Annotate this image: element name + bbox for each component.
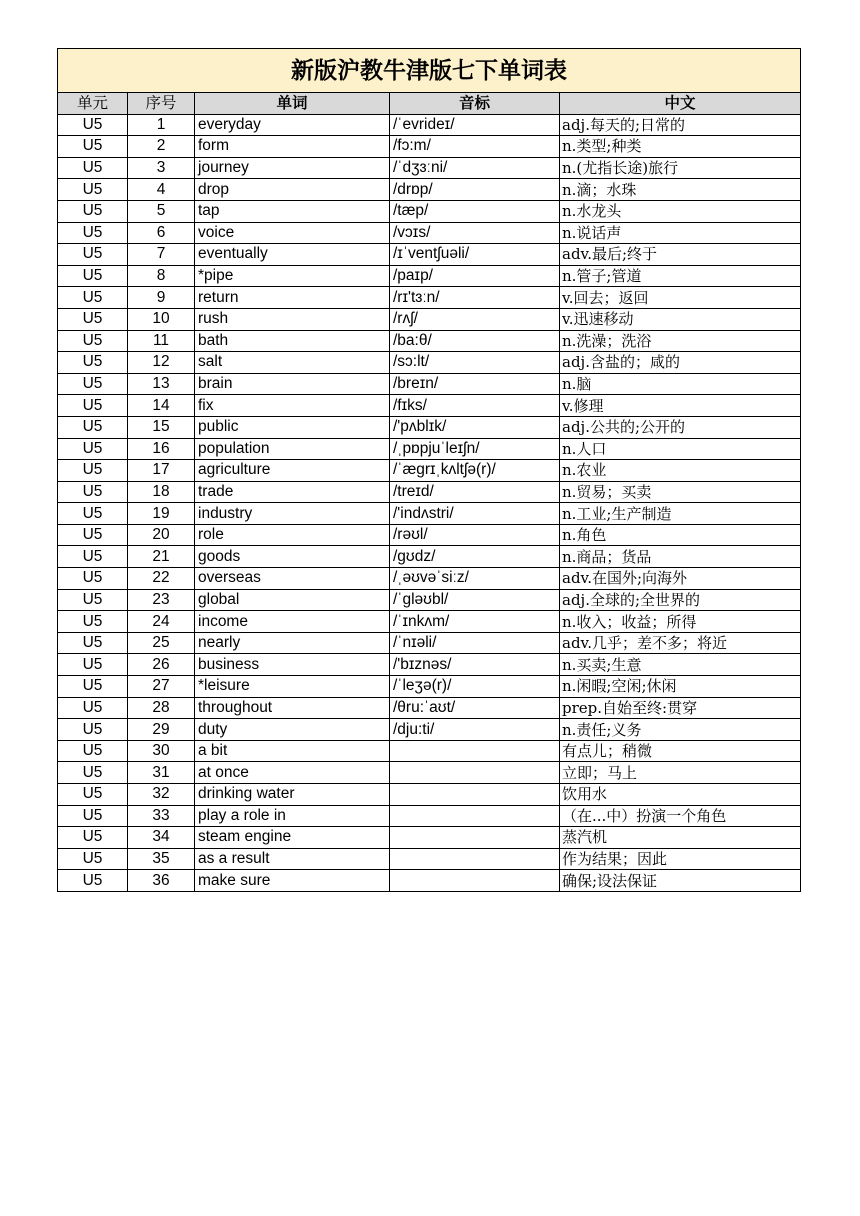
cell-unit: U5 [58, 784, 128, 806]
cell-chinese: n.工业;生产制造 [560, 503, 801, 525]
cell-phonetic: /drɒp/ [390, 179, 560, 201]
cell-unit: U5 [58, 740, 128, 762]
cell-unit: U5 [58, 676, 128, 698]
cell-word: business [195, 654, 390, 676]
cell-word: duty [195, 719, 390, 741]
cell-number: 33 [128, 805, 195, 827]
cell-phonetic: /'indʌstri/ [390, 503, 560, 525]
cell-chinese: n.贸易；买卖 [560, 481, 801, 503]
cell-word: everyday [195, 114, 390, 136]
cell-phonetic: /paɪp/ [390, 265, 560, 287]
cell-chinese: prep.自始至终:贯穿 [560, 697, 801, 719]
cell-phonetic: /ˌpɒpjuˈleɪʃn/ [390, 438, 560, 460]
cell-word: as a result [195, 848, 390, 870]
header-unit: 单元 [58, 93, 128, 115]
cell-number: 7 [128, 244, 195, 266]
cell-unit: U5 [58, 589, 128, 611]
cell-unit: U5 [58, 395, 128, 417]
cell-number: 6 [128, 222, 195, 244]
cell-chinese: n.闲暇;空闲;休闲 [560, 676, 801, 698]
table-row [58, 136, 801, 158]
table-row [58, 654, 801, 676]
cell-unit: U5 [58, 200, 128, 222]
cell-unit: U5 [58, 827, 128, 849]
header-word: 单词 [195, 93, 390, 115]
cell-number: 21 [128, 546, 195, 568]
cell-chinese: adj.每天的;日常的 [560, 114, 801, 136]
cell-phonetic: /fɪks/ [390, 395, 560, 417]
cell-number: 1 [128, 114, 195, 136]
cell-word: bath [195, 330, 390, 352]
cell-chinese: adj.公共的;公开的 [560, 416, 801, 438]
cell-word: role [195, 524, 390, 546]
table-row [58, 827, 801, 849]
cell-word: throughout [195, 697, 390, 719]
cell-unit: U5 [58, 762, 128, 784]
cell-chinese: adv.几乎；差不多；将近 [560, 632, 801, 654]
cell-word: trade [195, 481, 390, 503]
cell-phonetic: /ˈgləʊbl/ [390, 589, 560, 611]
table-row [58, 373, 801, 395]
cell-phonetic: /ɪˈventʃuəli/ [390, 244, 560, 266]
cell-number: 5 [128, 200, 195, 222]
cell-number: 16 [128, 438, 195, 460]
cell-unit: U5 [58, 546, 128, 568]
table-row [58, 784, 801, 806]
cell-unit: U5 [58, 632, 128, 654]
cell-unit: U5 [58, 157, 128, 179]
cell-chinese: 有点儿；稍微 [560, 740, 801, 762]
cell-number: 18 [128, 481, 195, 503]
table-row [58, 805, 801, 827]
cell-word: return [195, 287, 390, 309]
cell-number: 27 [128, 676, 195, 698]
cell-chinese: n.买卖;生意 [560, 654, 801, 676]
cell-word: agriculture [195, 460, 390, 482]
cell-number: 9 [128, 287, 195, 309]
header-number: 序号 [128, 93, 195, 115]
cell-unit: U5 [58, 805, 128, 827]
table-row [58, 460, 801, 482]
cell-phonetic: /fɔ:m/ [390, 136, 560, 158]
table-row [58, 200, 801, 222]
cell-word: salt [195, 352, 390, 374]
cell-number: 10 [128, 308, 195, 330]
table-row [58, 546, 801, 568]
cell-unit: U5 [58, 524, 128, 546]
cell-chinese: n.农业 [560, 460, 801, 482]
cell-phonetic: /sɔ:lt/ [390, 352, 560, 374]
cell-unit: U5 [58, 870, 128, 892]
table-row [58, 114, 801, 136]
cell-word: overseas [195, 568, 390, 590]
cell-chinese: 作为结果；因此 [560, 848, 801, 870]
cell-chinese: adj.全球的;全世界的 [560, 589, 801, 611]
cell-chinese: v.修理 [560, 395, 801, 417]
cell-number: 25 [128, 632, 195, 654]
cell-unit: U5 [58, 503, 128, 525]
cell-number: 31 [128, 762, 195, 784]
cell-chinese: （在...中）扮演一个角色 [560, 805, 801, 827]
cell-phonetic: /ˈnɪəli/ [390, 632, 560, 654]
table-row [58, 848, 801, 870]
cell-unit: U5 [58, 244, 128, 266]
table-row [58, 438, 801, 460]
cell-chinese: n.脑 [560, 373, 801, 395]
cell-number: 22 [128, 568, 195, 590]
header-row [58, 93, 801, 115]
cell-word: drinking water [195, 784, 390, 806]
cell-unit: U5 [58, 352, 128, 374]
cell-number: 34 [128, 827, 195, 849]
cell-phonetic: /'bɪznəs/ [390, 654, 560, 676]
cell-chinese: n.角色 [560, 524, 801, 546]
cell-unit: U5 [58, 330, 128, 352]
cell-chinese: 饮用水 [560, 784, 801, 806]
cell-phonetic: /ˈevrideɪ/ [390, 114, 560, 136]
table-row [58, 611, 801, 633]
cell-word: tap [195, 200, 390, 222]
cell-chinese: adv.在国外;向海外 [560, 568, 801, 590]
table-row [58, 762, 801, 784]
cell-unit: U5 [58, 373, 128, 395]
cell-number: 2 [128, 136, 195, 158]
cell-phonetic: /θru:ˈaʊt/ [390, 697, 560, 719]
cell-word: eventually [195, 244, 390, 266]
cell-number: 24 [128, 611, 195, 633]
cell-number: 35 [128, 848, 195, 870]
cell-chinese: n.水龙头 [560, 200, 801, 222]
cell-number: 28 [128, 697, 195, 719]
cell-unit: U5 [58, 114, 128, 136]
cell-unit: U5 [58, 568, 128, 590]
cell-word: goods [195, 546, 390, 568]
table-row [58, 157, 801, 179]
cell-chinese: 蒸汽机 [560, 827, 801, 849]
cell-phonetic: /ˈɪnkʌm/ [390, 611, 560, 633]
cell-word: global [195, 589, 390, 611]
cell-chinese: adv.最后;终于 [560, 244, 801, 266]
cell-word: income [195, 611, 390, 633]
table-row [58, 568, 801, 590]
cell-word: a bit [195, 740, 390, 762]
table-row [58, 632, 801, 654]
cell-phonetic [390, 827, 560, 849]
cell-number: 19 [128, 503, 195, 525]
cell-unit: U5 [58, 848, 128, 870]
cell-number: 4 [128, 179, 195, 201]
table-row [58, 719, 801, 741]
table-row [58, 697, 801, 719]
cell-chinese: n.滴；水珠 [560, 179, 801, 201]
cell-chinese: n.(尤指长途)旅行 [560, 157, 801, 179]
cell-chinese: n.管子;管道 [560, 265, 801, 287]
cell-word: brain [195, 373, 390, 395]
cell-number: 30 [128, 740, 195, 762]
cell-chinese: n.责任;义务 [560, 719, 801, 741]
table-row [58, 308, 801, 330]
cell-unit: U5 [58, 460, 128, 482]
cell-number: 12 [128, 352, 195, 374]
cell-phonetic: /rɪ'tɜːn/ [390, 287, 560, 309]
cell-phonetic: /rəʊl/ [390, 524, 560, 546]
cell-word: form [195, 136, 390, 158]
table-row [58, 395, 801, 417]
cell-number: 23 [128, 589, 195, 611]
cell-word: drop [195, 179, 390, 201]
cell-number: 14 [128, 395, 195, 417]
table-row [58, 481, 801, 503]
header-phonetic: 音标 [390, 93, 560, 115]
table-row [58, 244, 801, 266]
cell-number: 13 [128, 373, 195, 395]
cell-number: 36 [128, 870, 195, 892]
cell-chinese: n.洗澡；洗浴 [560, 330, 801, 352]
cell-word: at once [195, 762, 390, 784]
cell-word: make sure [195, 870, 390, 892]
cell-number: 11 [128, 330, 195, 352]
table-row [58, 589, 801, 611]
cell-chinese: 确保;设法保证 [560, 870, 801, 892]
cell-number: 26 [128, 654, 195, 676]
cell-unit: U5 [58, 179, 128, 201]
cell-unit: U5 [58, 719, 128, 741]
cell-chinese: n.收入；收益；所得 [560, 611, 801, 633]
table-row [58, 676, 801, 698]
cell-number: 15 [128, 416, 195, 438]
table-row [58, 524, 801, 546]
cell-phonetic: /ba:θ/ [390, 330, 560, 352]
cell-word: nearly [195, 632, 390, 654]
cell-phonetic [390, 870, 560, 892]
cell-phonetic [390, 805, 560, 827]
cell-phonetic: /ˌəʊvəˈsiːz/ [390, 568, 560, 590]
cell-phonetic: /treɪd/ [390, 481, 560, 503]
cell-chinese: adj.含盐的；咸的 [560, 352, 801, 374]
cell-word: steam engine [195, 827, 390, 849]
cell-word: industry [195, 503, 390, 525]
vocabulary-table [57, 48, 801, 892]
cell-chinese: v.迅速移动 [560, 308, 801, 330]
cell-word: rush [195, 308, 390, 330]
sheet-title: 新版沪教牛津版七下单词表 [58, 49, 801, 93]
table-row [58, 287, 801, 309]
cell-phonetic: /tæp/ [390, 200, 560, 222]
table-row [58, 870, 801, 892]
cell-word: fix [195, 395, 390, 417]
cell-phonetic: /ˈdʒɜːni/ [390, 157, 560, 179]
cell-unit: U5 [58, 222, 128, 244]
cell-number: 3 [128, 157, 195, 179]
cell-chinese: n.人口 [560, 438, 801, 460]
table-row [58, 352, 801, 374]
cell-unit: U5 [58, 416, 128, 438]
cell-unit: U5 [58, 438, 128, 460]
table-row [58, 330, 801, 352]
cell-phonetic: /dju:ti/ [390, 719, 560, 741]
cell-word: play a role in [195, 805, 390, 827]
cell-word: voice [195, 222, 390, 244]
cell-number: 29 [128, 719, 195, 741]
cell-unit: U5 [58, 136, 128, 158]
cell-number: 8 [128, 265, 195, 287]
cell-chinese: n.商品；货品 [560, 546, 801, 568]
cell-phonetic: /'pʌblɪk/ [390, 416, 560, 438]
cell-word: *pipe [195, 265, 390, 287]
cell-chinese: 立即；马上 [560, 762, 801, 784]
cell-unit: U5 [58, 611, 128, 633]
cell-phonetic [390, 848, 560, 870]
table-row [58, 179, 801, 201]
cell-number: 17 [128, 460, 195, 482]
cell-phonetic: /ˈleʒə(r)/ [390, 676, 560, 698]
cell-phonetic [390, 784, 560, 806]
cell-word: *leisure [195, 676, 390, 698]
cell-unit: U5 [58, 481, 128, 503]
cell-number: 20 [128, 524, 195, 546]
cell-phonetic [390, 740, 560, 762]
cell-chinese: v.回去；返回 [560, 287, 801, 309]
cell-phonetic: /vɔɪs/ [390, 222, 560, 244]
cell-phonetic: /rʌʃ/ [390, 308, 560, 330]
vocabulary-sheet [57, 48, 800, 892]
cell-unit: U5 [58, 308, 128, 330]
cell-number: 32 [128, 784, 195, 806]
cell-chinese: n.说话声 [560, 222, 801, 244]
cell-unit: U5 [58, 654, 128, 676]
cell-phonetic [390, 762, 560, 784]
cell-phonetic: /ˈægrɪˌkʌltʃə(r)/ [390, 460, 560, 482]
table-row [58, 503, 801, 525]
table-row [58, 416, 801, 438]
cell-word: journey [195, 157, 390, 179]
header-chinese: 中文 [560, 93, 801, 115]
cell-word: population [195, 438, 390, 460]
cell-unit: U5 [58, 265, 128, 287]
cell-chinese: n.类型;种类 [560, 136, 801, 158]
cell-unit: U5 [58, 287, 128, 309]
table-row [58, 222, 801, 244]
cell-phonetic: /breɪn/ [390, 373, 560, 395]
cell-phonetic: /gʊdz/ [390, 546, 560, 568]
cell-unit: U5 [58, 697, 128, 719]
table-row [58, 740, 801, 762]
table-row [58, 265, 801, 287]
cell-word: public [195, 416, 390, 438]
